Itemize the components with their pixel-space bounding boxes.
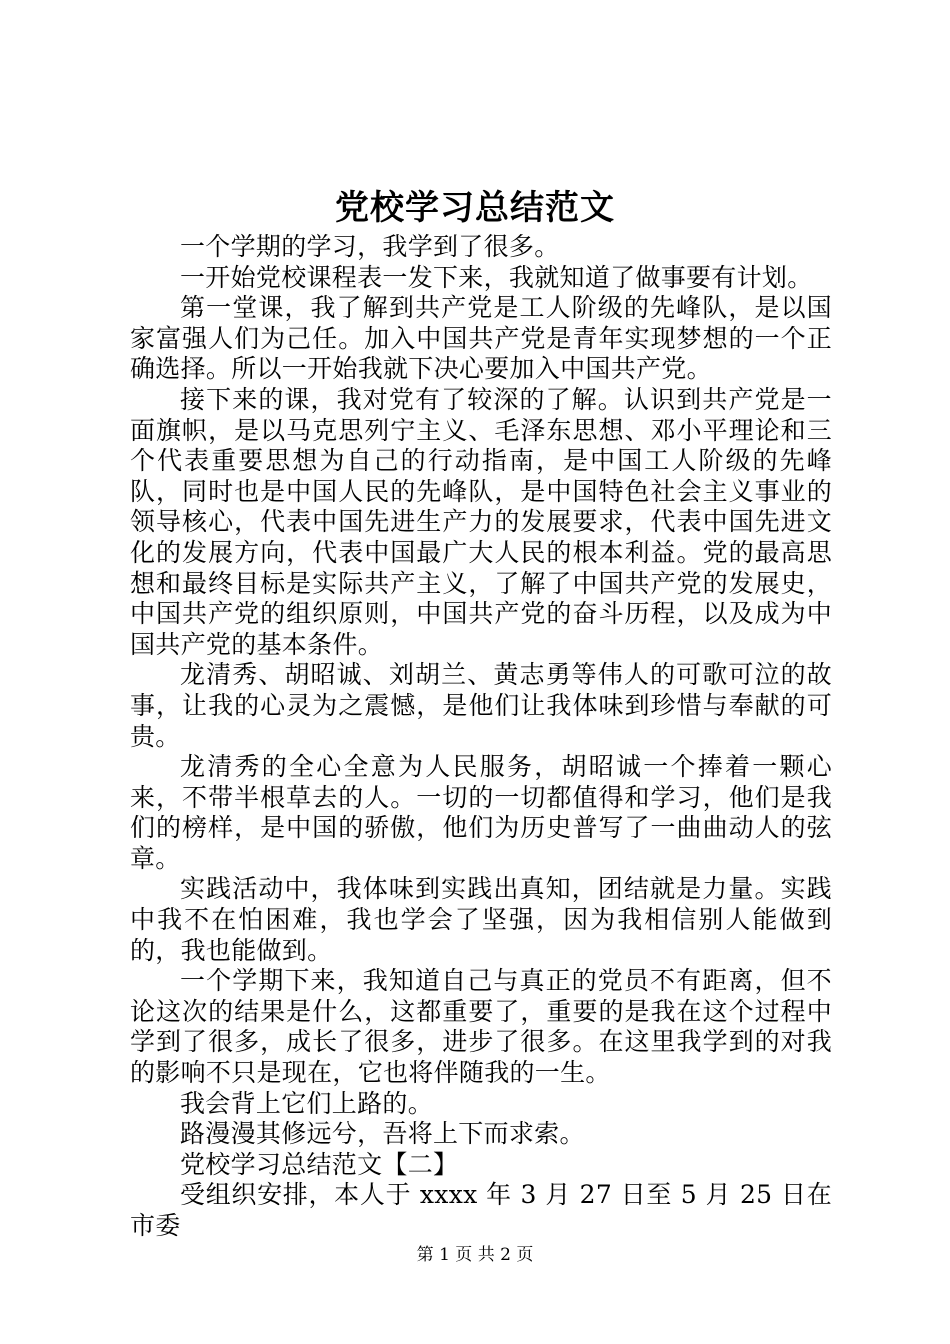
- page-number: 第 1 页 共 2 页: [416, 1245, 534, 1265]
- paragraph-7: 实践活动中，我体味到实践出真知，团结就是力量。实践中我不在怕困难，我也学会了坚强，因为我相信别人能做到的，我也能做到。: [130, 874, 832, 965]
- paragraph-6: 龙清秀的全心全意为人民服务，胡昭诚一个捧着一颗心来，不带半根草去的人。一切的一切都值得和学习，他们是我们的榜样，是中国的骄傲，他们为历史普写了一曲曲动人的弦章。: [130, 752, 832, 873]
- paragraph-8: 一个学期下来，我知道自己与真正的党员不有距离，但不论这次的结果是什么，这都重要了，重要的是我在这个过程中学到了很多，成长了很多，进步了很多。在这里我学到的对我的影响不只是现在，它也将伴随我的一生。: [130, 966, 832, 1088]
- document-title: 党校学习总结范文: [335, 188, 615, 228]
- paragraph-2: 一开始党校课程表一发下来，我就知道了做事要有计划。: [180, 262, 813, 292]
- paragraph-4: 接下来的课，我对党有了较深的了解。认识到共产党是一面旗帜，是以马克思列宁主义、毛泽东思想、邓小平理论和三个代表重要思想为自己的行动指南，是中国工人阶级的先峰队，同时也是中国人民的先峰队，是中国特色社会主义事业的领导核心，代表中国先进生产力的发展要求，代表中国先进文化的发展方向，代表中国最广大人民的根本利益。党的最高思想和最终目标是实际共产主义，了解了中国共产党的发展史，中国共产党的组织原则，中国共产党的奋斗历程，以及成为中国共产党的基本条件。: [130, 384, 832, 659]
- paragraph-12: 受组织安排，本人于 xxxx 年 3 月 27 日至 5 月 25 日在市委: [130, 1180, 832, 1240]
- section-heading: 党校学习总结范文【二】: [180, 1149, 459, 1179]
- paragraph-9: 我会背上它们上路的。: [180, 1088, 434, 1118]
- paragraph-1: 一个学期的学习，我学到了很多。: [180, 232, 560, 261]
- paragraph-10: 路漫漫其修远兮，吾将上下而求索。: [180, 1119, 585, 1149]
- paragraph-5: 龙清秀、胡昭诚、刘胡兰、黄志勇等伟人的可歌可泣的故事，让我的心灵为之震憾，是他们让我体味到珍惜与奉献的可贵。: [130, 660, 832, 751]
- document-body: [130, 232, 832, 1242]
- paragraph-3: 第一堂课，我了解到共产党是工人阶级的先峰队，是以国家富强人们为己任。加入中国共产党是青年实现梦想的一个正确选择。所以一开始我就下决心要加入中国共产党。: [130, 293, 832, 384]
